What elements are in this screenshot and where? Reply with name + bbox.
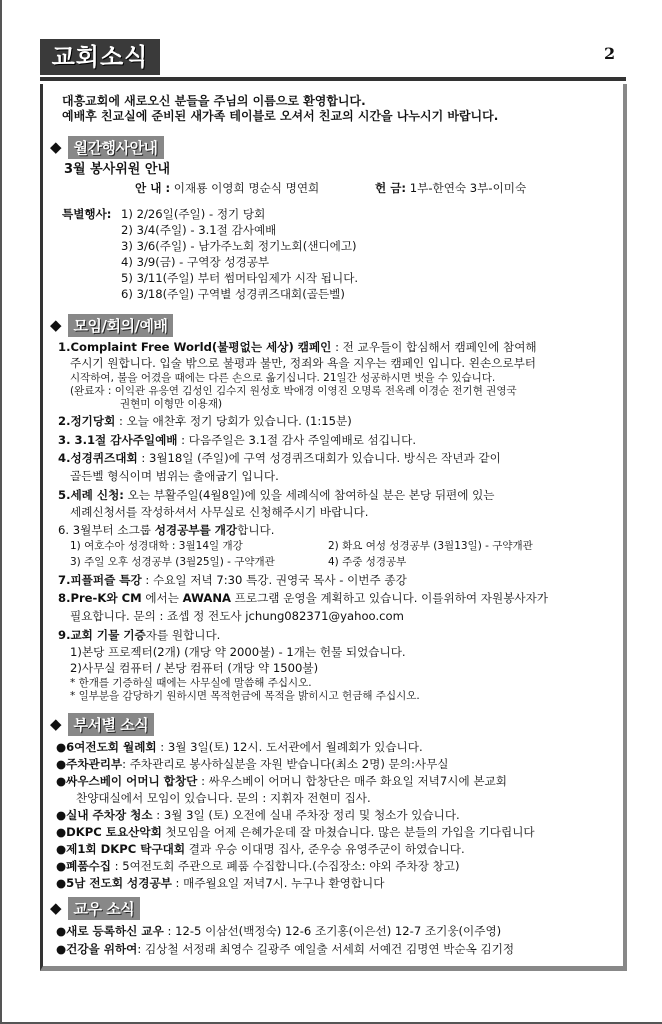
donation-item: 1)본당 프로젝터(2개) (개당 약 2000불) - 1개는 헌물 되었습니다. <box>70 645 406 659</box>
meeting-item-1-line: (완료자 : 이익관 유응연 김성인 김수지 원성호 박애경 이영진 오명록 전옥례 이경순 전기현 권영국 <box>70 385 517 397</box>
diamond-icon: ◆ <box>50 899 62 917</box>
event-item: 6) 3/18(주일) 구역별 성경퀴즈대회(골든벨) <box>121 287 345 301</box>
section-header-departments <box>50 713 154 735</box>
meeting-item-6: 6. 3월부터 소그룹 성경공부를 개강합니다. <box>58 523 275 537</box>
dept-item: ●주차관리부: 주차관리로 봉사하실분을 자원 받습니다(최소 2명) 문의:사무실 <box>56 757 449 771</box>
meeting-item-4: 4.성경퀴즈대회 : 3월18일 (주일)에 구역 성경퀴즈대회가 있습니다. 방식은 작년과 같이 <box>58 451 501 465</box>
meeting-item-1-line: 주시기 원합니다. 입술 밖으로 불평과 불만, 정죄와 욕을 지우는 캠페인 입니다. 왼손으로부터 <box>70 356 536 370</box>
dept-item: ●DKPC 토요산악회 첫모임을 어제 은혜가운데 잘 마쳤습니다. 많은 분들의 가입을 기다립니다 <box>56 825 535 839</box>
page-title: 교회소식 <box>40 39 160 75</box>
dept-item: ●싸우스베이 어머니 합창단 : 싸우스베이 어머니 합창단은 매주 화요일 저녁7시에 본교회 <box>56 774 507 788</box>
meeting-item-5-line: 세례신청서를 작성하셔서 사무실로 신청해주시기 바랍니다. <box>70 505 369 519</box>
meeting-item-5: 5.세례 신청: 오는 부활주일(4월8일)에 있을 세례식에 참여하실 분은 본당 뒤편에 있는 <box>58 488 495 502</box>
donation-note: * 일부분을 감당하기 원하시면 목적헌금에 목적을 밝히시고 헌금해 주십시오. <box>70 690 420 702</box>
intro-line: 예배후 친교실에 준비된 새가족 테이블로 오셔서 친교의 시간을 나누시기 바랍니다. <box>62 109 499 123</box>
section-title: 모임/회의/예배 <box>68 314 174 337</box>
usher-label: 안 내 : <box>135 181 171 195</box>
study-item: 3) 주일 오후 성경공부 (3월25일) - 구약개관 <box>70 556 275 568</box>
section-header-members <box>50 897 140 919</box>
section-header-monthly <box>50 136 164 158</box>
dept-item: ●5남 전도회 성경공부 : 매주월요일 저녁7시. 누구나 환영합니다 <box>56 876 385 890</box>
member-item: ●새로 등록하신 교우 : 12-5 이삼선(백정숙) 12-6 조기홍(이은선) 12-7 조기웅(이주영) <box>56 924 502 938</box>
diamond-icon: ◆ <box>50 715 62 733</box>
event-item: 4) 3/9(금) - 구역장 성경공부 <box>121 255 270 269</box>
meeting-item-7: 7.피플퍼즐 특강 : 수요일 저녁 7:30 특강. 권영국 목사 - 이번주 종강 <box>58 573 407 587</box>
event-item: 3) 3/6(주일) - 남가주노회 정기노회(샌디에고) <box>121 239 357 253</box>
meeting-item-9: 9.교회 기물 기증자를 원합니다. <box>58 628 221 642</box>
offering-names: 1부-한연숙 3부-이미숙 <box>409 181 527 195</box>
meeting-item-1-line: 권현미 이형만 이용재) <box>120 398 223 410</box>
diamond-icon: ◆ <box>50 316 62 334</box>
section-title: 월간행사안내 <box>68 136 164 159</box>
event-item: 5) 3/11(주일) 부터 썸머타임제가 시작 됩니다. <box>121 271 359 285</box>
offering-row <box>375 181 526 195</box>
study-item: 4) 주중 성경공부 <box>328 556 407 568</box>
offering-label: 헌 금: <box>375 181 407 195</box>
study-item: 1) 여호수아 성경대학 : 3월14일 개강 <box>70 540 243 552</box>
usher-row <box>135 181 319 195</box>
page-left-edge <box>0 0 2 1024</box>
donation-item: 2)사무실 컴퓨터 / 본당 컴퓨터 (개당 약 1500불) <box>70 661 319 675</box>
page-number: 2 <box>604 44 616 63</box>
dept-item: ●폐품수집 : 5여전도회 주관으로 폐품 수집합니다.(수집장소: 야외 주차장 창고) <box>56 859 460 873</box>
intro-line: 대흥교회에 새로오신 분들을 주님의 이름으로 환영합니다. <box>62 94 366 108</box>
section-title: 교우 소식 <box>68 897 141 920</box>
section-header-meetings <box>50 314 173 336</box>
dept-item: ●6여전도회 월례회 : 3월 3일(토) 12시. 도서관에서 월례회가 있습니다. <box>56 740 423 754</box>
diamond-icon: ◆ <box>50 138 62 156</box>
meeting-item-4-line: 골든벨 형식이며 범위는 출애굽기 입니다. <box>70 469 279 483</box>
donation-note: * 한개를 기증하실 때에는 사무실에 말씀해 주십시오. <box>70 677 312 689</box>
study-item: 2) 화요 여성 성경공부 (3월13일) - 구약개관 <box>328 540 533 552</box>
meeting-item-1-line: 시작하여, 불을 어겼을 때에는 다른 손으로 옮기십니다. 21일간 성공하시면 벗을 수 있습니다. <box>70 372 496 384</box>
meeting-item-2: 2.정기당회 : 오늘 애찬후 정기 당회가 있습니다. (1:15분) <box>58 414 352 428</box>
meeting-item-8-line: 필요합니다. 문의 : 죠셉 정 전도사 jchung082371@yahoo.com <box>70 609 404 623</box>
volunteer-title: 3월 봉사위원 안내 <box>64 162 171 177</box>
usher-names: 이재룡 이영희 명순식 명연희 <box>173 181 320 195</box>
header-rule <box>40 77 626 81</box>
member-item: ●건강을 위하여: 김상철 서정래 최영수 길광주 예일출 서세희 서예건 김명연 박순옥 김기정 <box>56 942 515 956</box>
meeting-item-1: 1.Complaint Free World(불평없는 세상) 캠페인 : 전 교우들이 합심해서 캠페인에 참여해 <box>58 340 537 354</box>
section-title: 부서별 소식 <box>68 713 155 736</box>
dept-item: ●실내 주차장 청소 : 3월 3일 (토) 오전에 실내 주차장 정리 및 청소가 있습니다. <box>56 808 460 822</box>
special-events-label: 특별행사: <box>62 207 112 221</box>
meeting-item-3: 3. 3.1절 감사주일예배 : 다음주일은 3.1절 감사 주일예배로 섬깁니다. <box>58 433 417 447</box>
dept-item-line: 찬양대실에서 모임이 있습니다. 문의 : 지휘자 전현미 집사. <box>76 791 371 805</box>
meeting-item-8: 8.Pre-K와 CM 에서는 AWANA 프로그램 운영을 계획하고 있습니다. 이를위하여 자원봉사자가 <box>58 591 548 605</box>
dept-item: ●제1회 DKPC 탁구대회 결과 우승 이대명 집사, 준우승 유영주군이 하였습니다. <box>56 842 465 856</box>
event-item: 2) 3/4(주일) - 3.1절 감사예배 <box>121 223 277 237</box>
event-item: 1) 2/26일(주일) - 정기 당회 <box>121 207 266 221</box>
